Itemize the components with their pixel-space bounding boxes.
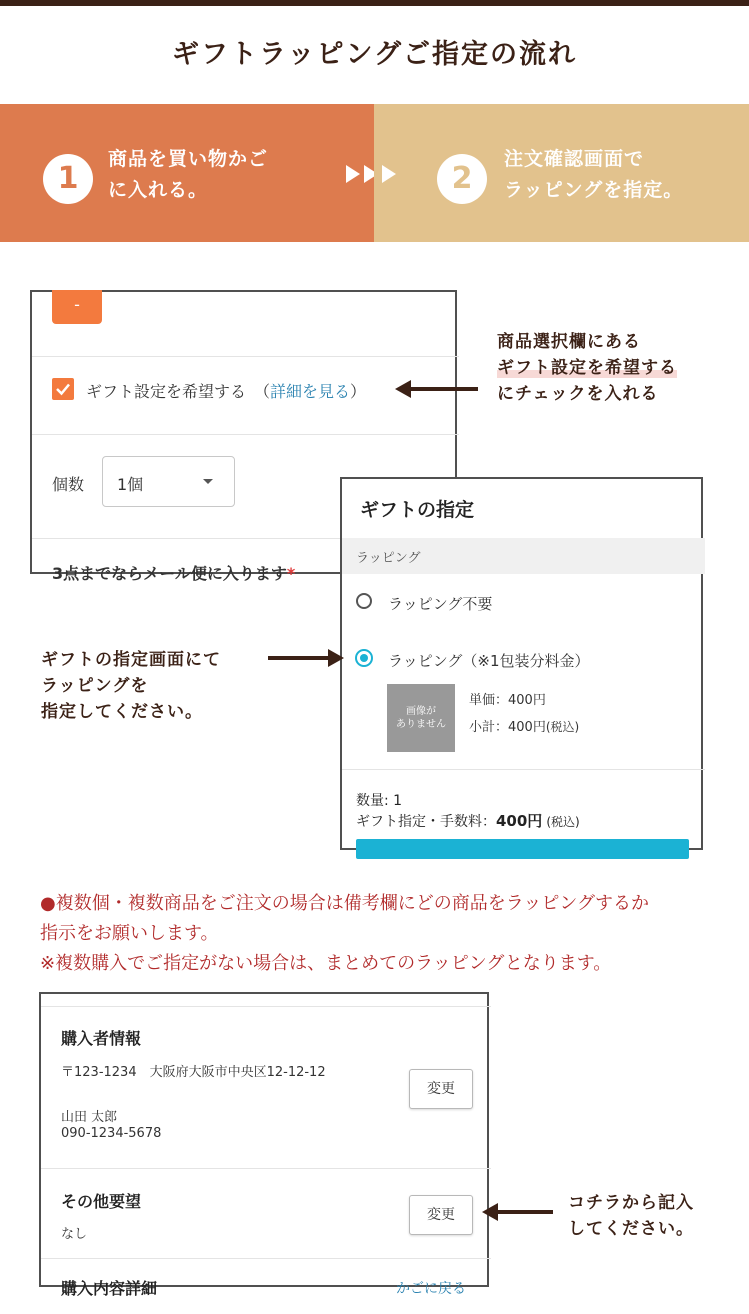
buyer-address: 〒123-1234 大阪府大阪市中央区12-12-12	[61, 1065, 326, 1080]
modal-callout	[41, 647, 221, 725]
gift-checkbox-label[interactable]: ギフト設定を希望する	[86, 382, 247, 401]
callout-line: 商品選択欄にある	[497, 332, 641, 352]
change-buyer-button[interactable]: 変更	[409, 1069, 473, 1109]
callout-line: にチェックを入れる	[497, 384, 659, 404]
buyer-phone: 090-1234-5678	[61, 1126, 162, 1141]
divider	[41, 1168, 491, 1169]
divider	[41, 1006, 491, 1007]
arrow-line	[268, 656, 330, 660]
buyer-name: 山田 太郎	[61, 1110, 118, 1125]
page-title: ギフトラッピングご指定の流れ	[172, 39, 577, 70]
required-mark: *	[286, 564, 296, 583]
callout-line: ギフトの指定画面にて	[41, 650, 221, 670]
back-to-cart-link[interactable]: かごに戻る	[396, 1281, 466, 1297]
image-placeholder	[387, 684, 455, 752]
step-2-panel	[374, 104, 749, 242]
divider	[41, 1258, 491, 1259]
subtotal	[469, 716, 579, 735]
option-wrap-label[interactable]: ラッピング（※1包装分料金）	[388, 652, 590, 670]
callout-line: してください。	[568, 1219, 694, 1239]
fee-value: 400円	[496, 812, 543, 830]
step-1-text	[108, 144, 268, 206]
callout-line: コチラから記入	[568, 1193, 694, 1213]
paren-open: （	[254, 382, 271, 401]
modal-confirm-button[interactable]	[356, 839, 689, 859]
mail-notice-text: 3点までならメール便に入ります	[52, 564, 287, 583]
section-label: ラッピング	[356, 551, 421, 566]
request-callout	[568, 1190, 694, 1242]
gift-setting-row	[86, 379, 366, 402]
gift-modal-title: ギフトの指定	[360, 499, 475, 521]
divider	[32, 434, 459, 435]
change-request-button[interactable]: 変更	[409, 1195, 473, 1235]
request-value: なし	[61, 1227, 88, 1242]
wrapping-section-header	[342, 538, 705, 574]
gift-checkbox[interactable]	[52, 378, 74, 400]
callout-highlight: ギフト設定を希望する	[497, 358, 677, 378]
minus-button[interactable]: -	[52, 290, 102, 324]
callout-line: 指定してください。	[41, 702, 203, 722]
subtotal-value: 小計：400円	[469, 720, 546, 735]
details-heading: 購入内容詳細	[61, 1279, 158, 1298]
unit-price: 単価：400円	[469, 693, 546, 708]
radio-wrap-selected[interactable]	[355, 649, 373, 667]
step-2-line2: ラッピングを指定。	[504, 179, 684, 201]
paren-close: ）	[350, 382, 367, 401]
step-1-number: 1	[43, 154, 93, 204]
step-arrow-icon	[346, 165, 360, 183]
option-none-label[interactable]: ラッピング不要	[388, 595, 493, 613]
divider	[32, 356, 459, 357]
wrapping-notes	[40, 889, 649, 979]
quantity-select[interactable]	[102, 456, 235, 507]
chevron-down-icon	[203, 479, 213, 484]
buyer-heading: 購入者情報	[61, 1029, 142, 1048]
arrow-line	[410, 387, 478, 391]
arrow-right-icon	[328, 649, 344, 667]
radio-no-wrap[interactable]	[356, 593, 372, 609]
check-icon	[52, 378, 74, 400]
quantity-label: 個数	[52, 475, 85, 494]
fee-label: ギフト指定・手数料：	[356, 814, 496, 830]
step-1-line1: 商品を買い物かご	[108, 148, 269, 170]
step-2-text	[504, 144, 683, 206]
note-line: ●複数個・複数商品をご注文の場合は備考欄にどの商品をラッピングするか	[40, 893, 649, 914]
note-line: 指示をお願いします。	[40, 923, 219, 944]
order-card	[39, 992, 489, 1298]
note-line: ※複数購入でご指定がない場合は、まとめてのラッピングとなります。	[40, 953, 612, 974]
step-1-line2: に入れる。	[108, 179, 209, 201]
callout-line: ラッピングを	[41, 676, 149, 696]
checkbox-callout	[497, 329, 677, 407]
gift-modal	[340, 477, 703, 850]
fee-tax: (税込)	[546, 815, 580, 829]
radio-dot	[360, 654, 368, 662]
step-1-panel	[0, 104, 374, 242]
step-2-line1: 注文確認画面で	[504, 148, 645, 170]
arrow-left-icon	[482, 1203, 498, 1221]
request-heading: その他要望	[61, 1192, 142, 1211]
arrow-left-icon	[395, 380, 411, 398]
quantity-value: 1個	[117, 475, 144, 494]
mail-notice	[52, 561, 295, 584]
step-arrow-icon	[382, 165, 396, 183]
top-border	[0, 0, 749, 6]
placeholder-line: ありません	[396, 719, 446, 730]
gift-fee	[356, 810, 580, 831]
detail-link[interactable]: 詳細を見る	[270, 382, 351, 401]
modal-quantity: 数量: 1	[356, 793, 403, 809]
step-2-number: 2	[437, 154, 487, 204]
divider	[342, 769, 705, 770]
subtotal-tax: (税込)	[545, 720, 580, 734]
arrow-line	[497, 1210, 553, 1214]
placeholder-line: 画像が	[406, 706, 436, 717]
